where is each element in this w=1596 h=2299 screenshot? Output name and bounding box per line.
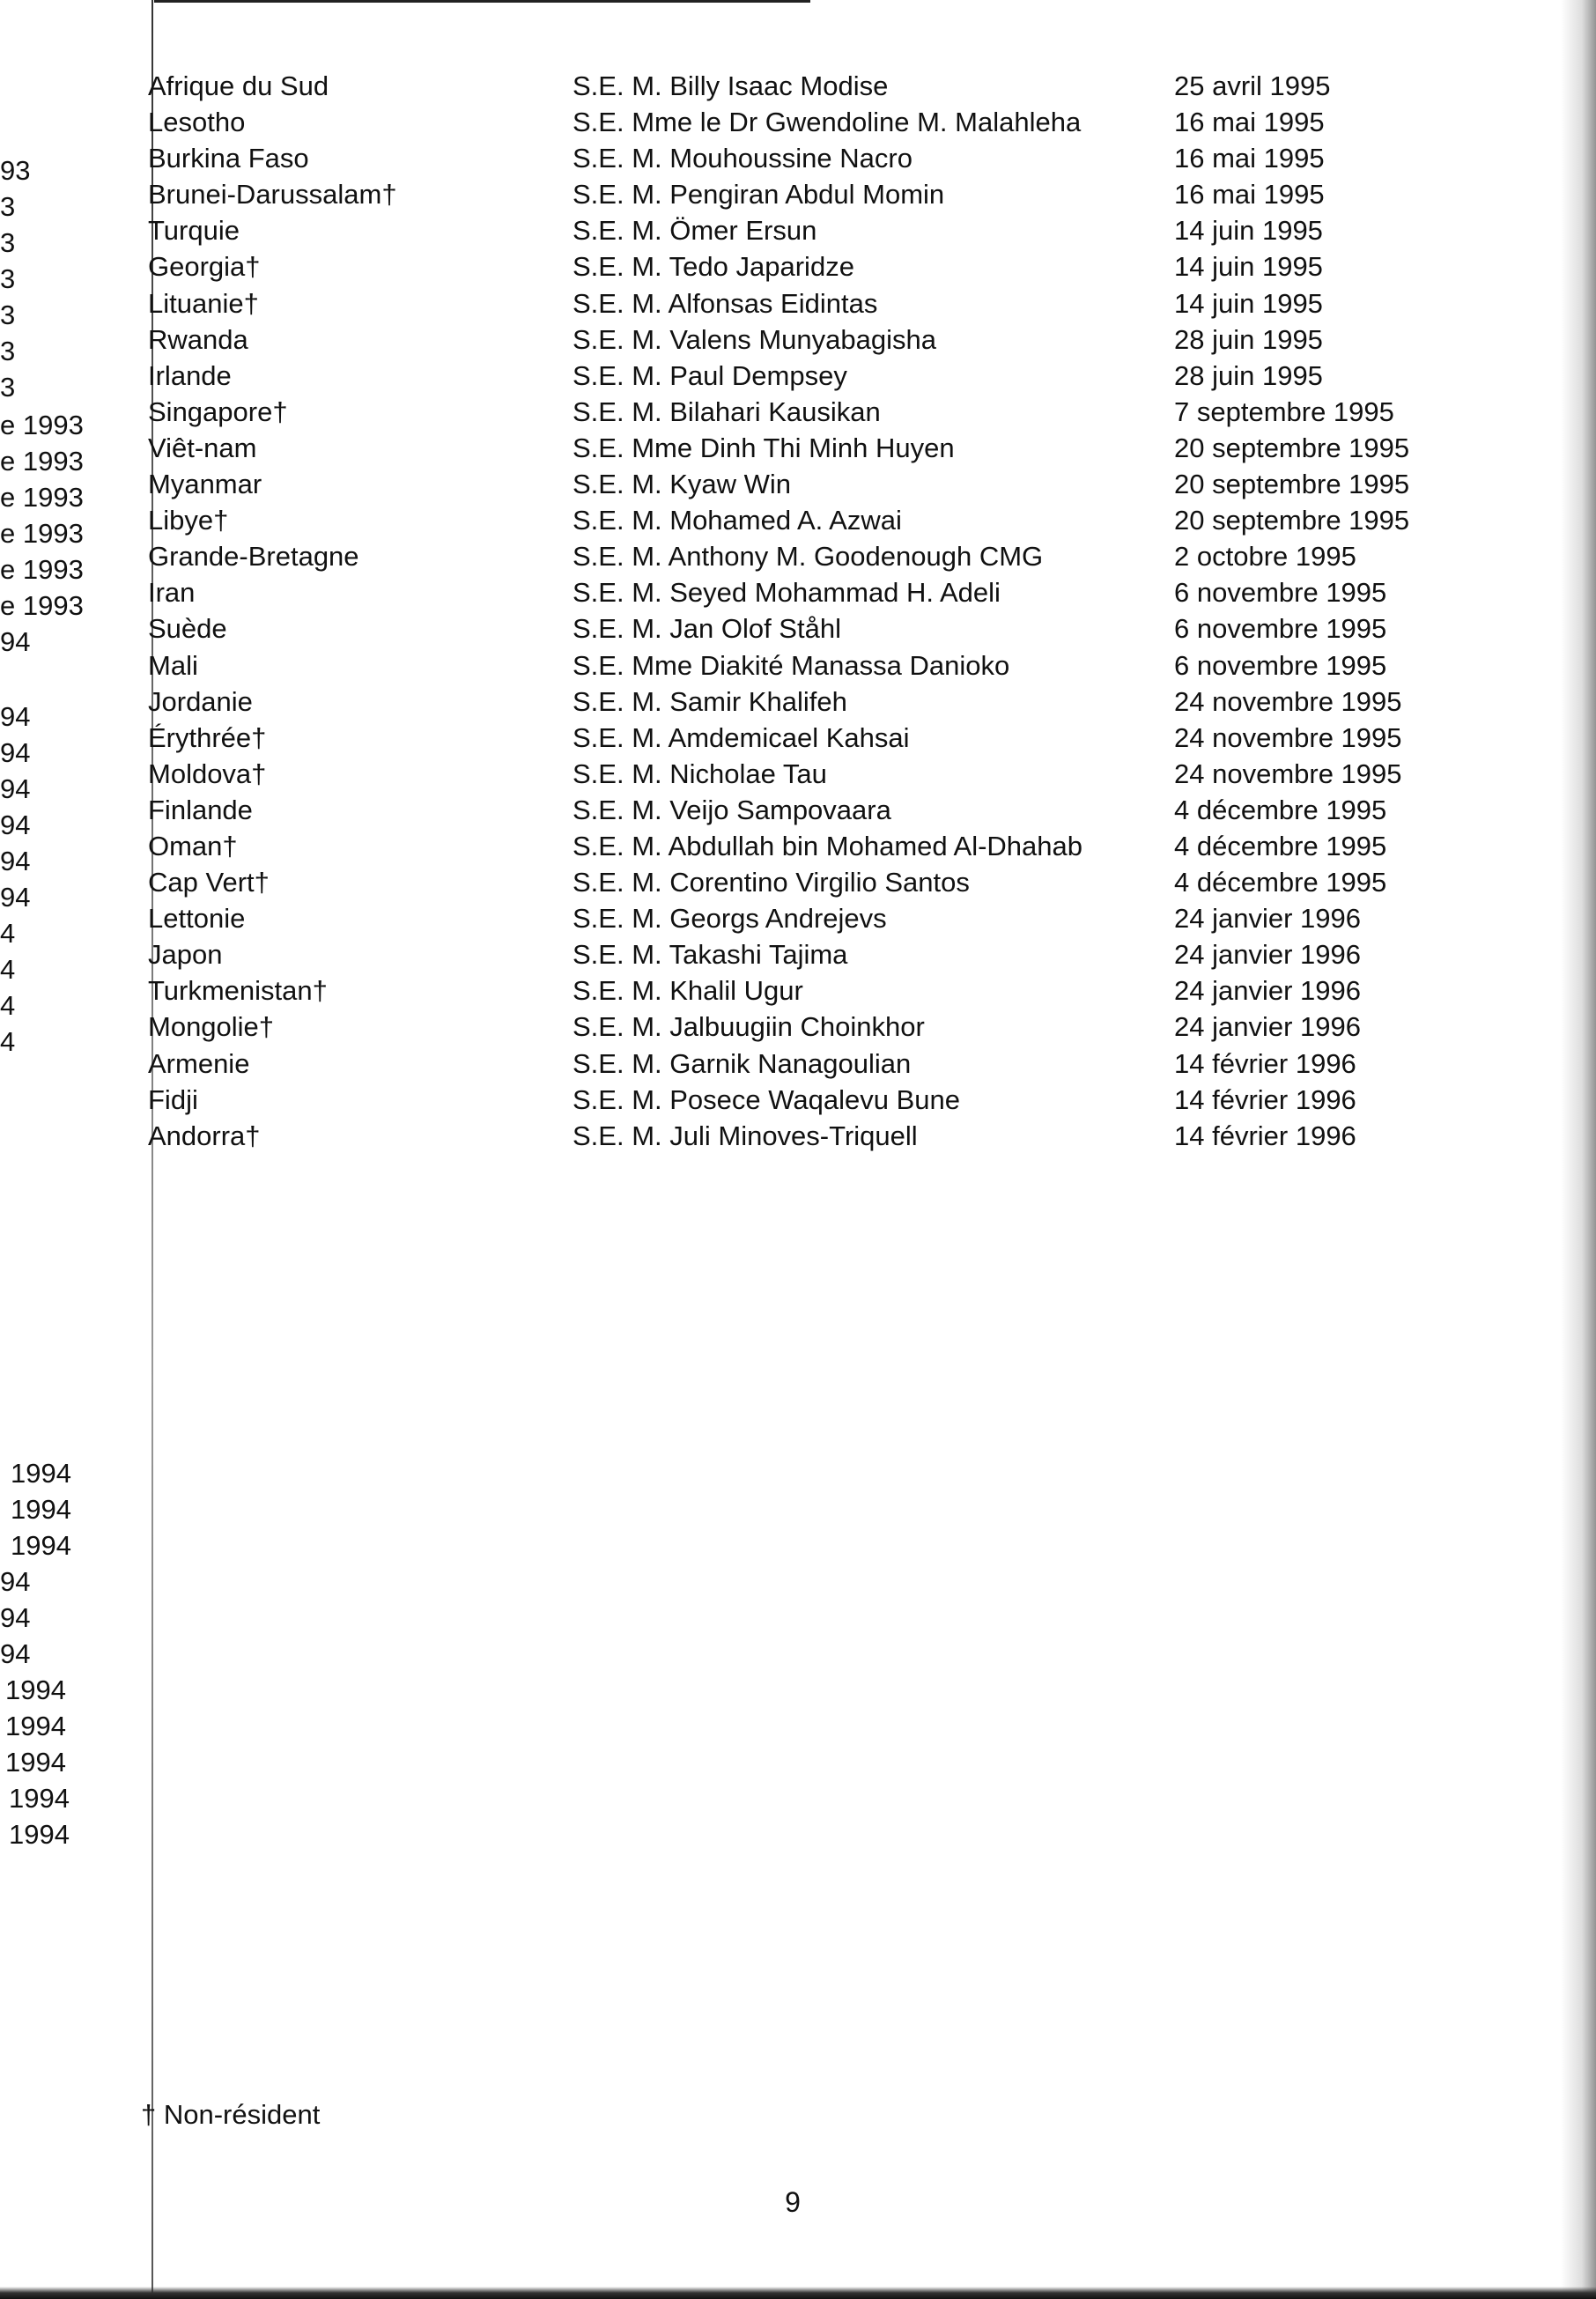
margin-fragment: 1994 <box>5 1747 66 1778</box>
date-cell: 6 novembre 1995 <box>1174 649 1387 681</box>
ambassador-cell: S.E. M. Garnik Nanagoulian <box>573 1047 912 1079</box>
table-row <box>148 1009 1469 1045</box>
margin-fragment: 3 <box>0 372 16 403</box>
country-cell: Finlande <box>148 794 253 825</box>
ambassador-cell: S.E. M. Ömer Ersun <box>573 215 817 247</box>
table-row <box>148 538 1469 574</box>
country-cell: Japon <box>148 939 223 971</box>
table-row <box>148 466 1469 502</box>
ambassador-cell: S.E. M. Abdullah bin Mohamed Al-Dhahab <box>573 830 1083 861</box>
ambassador-cell: S.E. M. Georgs Andrejevs <box>573 903 887 935</box>
margin-fragment: 3 <box>0 263 16 294</box>
date-cell: 6 novembre 1995 <box>1174 577 1387 609</box>
table-row <box>148 430 1469 466</box>
country-cell: Singapore† <box>148 395 288 427</box>
country-cell: Lesotho <box>148 107 246 138</box>
table-row <box>148 248 1469 285</box>
ambassador-cell: S.E. M. Corentino Virgilio Santos <box>573 867 970 898</box>
margin-fragment: 4 <box>0 990 16 1021</box>
margin-fragment: e 1993 <box>0 446 84 477</box>
date-cell: 14 février 1996 <box>1174 1047 1356 1079</box>
ambassador-cell: S.E. M. Jan Olof Ståhl <box>573 613 841 645</box>
table-row <box>148 1118 1469 1154</box>
margin-fragment: 94 <box>0 737 31 768</box>
margin-fragment: 1994 <box>11 1530 71 1561</box>
margin-fragment: 94 <box>0 1638 31 1669</box>
date-cell: 24 janvier 1996 <box>1174 975 1361 1007</box>
margin-fragment: 1994 <box>5 1674 66 1705</box>
country-cell: Myanmar <box>148 469 262 500</box>
table-row <box>148 1082 1469 1118</box>
date-cell: 14 juin 1995 <box>1174 215 1323 247</box>
margin-fragment: 94 <box>0 1602 31 1633</box>
ambassador-table <box>148 68 1469 1154</box>
date-cell: 25 avril 1995 <box>1174 70 1331 101</box>
date-cell: 28 juin 1995 <box>1174 359 1323 391</box>
ambassador-cell: S.E. M. Valens Munyabagisha <box>573 323 936 355</box>
country-cell: Iran <box>148 577 196 609</box>
ambassador-cell: S.E. Mme Dinh Thi Minh Huyen <box>573 432 955 463</box>
country-cell: Mongolie† <box>148 1011 275 1043</box>
table-row <box>148 936 1469 972</box>
ambassador-cell: S.E. M. Paul Dempsey <box>573 359 847 391</box>
ambassador-cell: S.E. M. Alfonsas Eidintas <box>573 287 878 319</box>
table-row <box>148 684 1469 720</box>
ambassador-cell: S.E. M. Takashi Tajima <box>573 939 848 971</box>
ambassador-cell: S.E. M. Khalil Ugur <box>573 975 803 1007</box>
margin-fragment: 3 <box>0 191 16 222</box>
date-cell: 14 février 1996 <box>1174 1083 1356 1115</box>
margin-fragment: 3 <box>0 227 16 258</box>
table-row <box>148 176 1469 212</box>
country-cell: Érythrée† <box>148 721 267 753</box>
table-row <box>148 104 1469 140</box>
country-cell: Mali <box>148 649 198 681</box>
ambassador-cell: S.E. M. Kyaw Win <box>573 469 792 500</box>
table-row <box>148 285 1469 322</box>
date-cell: 24 janvier 1996 <box>1174 1011 1361 1043</box>
ambassador-cell: S.E. Mme Diakité Manassa Danioko <box>573 649 1010 681</box>
country-cell: Oman† <box>148 830 238 861</box>
ambassador-cell: S.E. M. Pengiran Abdul Momin <box>573 179 945 211</box>
country-cell: Andorra† <box>148 1120 261 1151</box>
date-cell: 4 décembre 1995 <box>1174 830 1387 861</box>
country-cell: Armenie <box>148 1047 250 1079</box>
margin-fragment: 94 <box>0 773 31 804</box>
date-cell: 20 septembre 1995 <box>1174 505 1410 536</box>
table-row <box>148 647 1469 684</box>
country-cell: Afrique du Sud <box>148 70 329 101</box>
table-row <box>148 140 1469 176</box>
country-cell: Grande-Bretagne <box>148 541 359 573</box>
ambassador-cell: S.E. M. Amdemicael Kahsai <box>573 721 910 753</box>
page-number: 9 <box>785 2186 801 2218</box>
margin-fragment: 94 <box>0 846 31 876</box>
table-row <box>148 610 1469 647</box>
ambassador-cell: S.E. M. Posece Waqalevu Bune <box>573 1083 960 1115</box>
facing-page-margin <box>0 0 150 2299</box>
margin-fragment: e 1993 <box>0 482 84 513</box>
country-cell: Georgia† <box>148 251 261 283</box>
country-cell: Fidji <box>148 1083 198 1115</box>
margin-fragment: 3 <box>0 299 16 330</box>
date-cell: 4 décembre 1995 <box>1174 867 1387 898</box>
margin-fragment: 94 <box>0 882 31 913</box>
table-row <box>148 864 1469 900</box>
country-cell: Turkmenistan† <box>148 975 328 1007</box>
country-cell: Moldova† <box>148 758 267 789</box>
date-cell: 16 mai 1995 <box>1174 179 1325 211</box>
date-cell: 4 décembre 1995 <box>1174 794 1387 825</box>
table-row <box>148 828 1469 864</box>
country-cell: Brunei-Darussalam† <box>148 179 397 211</box>
scan-bottom-edge <box>0 2287 1596 2299</box>
table-row <box>148 322 1469 358</box>
country-cell: Jordanie <box>148 685 253 717</box>
table-row <box>148 792 1469 828</box>
ambassador-cell: S.E. M. Nicholae Tau <box>573 758 827 789</box>
date-cell: 2 octobre 1995 <box>1174 541 1356 573</box>
country-cell: Lettonie <box>148 903 246 935</box>
country-cell: Turquie <box>148 215 240 247</box>
margin-fragment: 94 <box>0 701 31 732</box>
margin-fragment: 4 <box>0 954 16 985</box>
margin-fragment: 1994 <box>11 1494 71 1525</box>
date-cell: 24 novembre 1995 <box>1174 685 1402 717</box>
ambassador-cell: S.E. M. Samir Khalifeh <box>573 685 847 717</box>
date-cell: 24 novembre 1995 <box>1174 758 1402 789</box>
margin-fragment: 93 <box>0 155 31 186</box>
margin-fragment: e 1993 <box>0 590 84 621</box>
country-cell: Viêt-nam <box>148 432 257 463</box>
date-cell: 6 novembre 1995 <box>1174 613 1387 645</box>
table-row <box>148 720 1469 756</box>
ambassador-cell: S.E. M. Billy Isaac Modise <box>573 70 889 101</box>
date-cell: 16 mai 1995 <box>1174 107 1325 138</box>
table-row <box>148 502 1469 538</box>
ambassador-cell: S.E. M. Jalbuugiin Choinkhor <box>573 1011 925 1043</box>
margin-fragment: 3 <box>0 336 16 366</box>
date-cell: 14 février 1996 <box>1174 1120 1356 1151</box>
margin-fragment: 1994 <box>11 1458 71 1489</box>
country-cell: Irlande <box>148 359 232 391</box>
margin-fragment: e 1993 <box>0 554 84 585</box>
country-cell: Libye† <box>148 505 229 536</box>
ambassador-cell: S.E. M. Tedo Japaridze <box>573 251 854 283</box>
ambassador-cell: S.E. Mme le Dr Gwendoline M. Malahleha <box>573 107 1082 138</box>
country-cell: Lituanie† <box>148 287 259 319</box>
margin-fragment: 94 <box>0 809 31 840</box>
date-cell: 20 septembre 1995 <box>1174 469 1410 500</box>
margin-fragment: 94 <box>0 626 31 657</box>
ambassador-cell: S.E. M. Seyed Mohammad H. Adeli <box>573 577 1001 609</box>
margin-fragment: 1994 <box>5 1711 66 1741</box>
margin-fragment: 1994 <box>9 1819 70 1850</box>
table-row <box>148 972 1469 1009</box>
scan-edge-shadow <box>1561 0 1596 2299</box>
ambassador-cell: S.E. M. Anthony M. Goodenough CMG <box>573 541 1044 573</box>
ambassador-cell: S.E. M. Mouhoussine Nacro <box>573 143 913 174</box>
date-cell: 24 janvier 1996 <box>1174 903 1361 935</box>
table-row <box>148 574 1469 610</box>
ambassador-cell: S.E. M. Mohamed A. Azwai <box>573 505 902 536</box>
table-row <box>148 212 1469 248</box>
date-cell: 16 mai 1995 <box>1174 143 1325 174</box>
margin-fragment: 94 <box>0 1566 31 1597</box>
country-cell: Burkina Faso <box>148 143 309 174</box>
date-cell: 24 novembre 1995 <box>1174 721 1402 753</box>
ambassador-cell: S.E. M. Bilahari Kausikan <box>573 395 881 427</box>
date-cell: 14 juin 1995 <box>1174 287 1323 319</box>
date-cell: 28 juin 1995 <box>1174 323 1323 355</box>
top-rule <box>154 0 810 3</box>
margin-fragment: 4 <box>0 1026 16 1057</box>
margin-fragment: 4 <box>0 918 16 949</box>
footnote: † Non-résident <box>141 2099 321 2130</box>
table-row <box>148 1046 1469 1082</box>
table-row <box>148 900 1469 936</box>
date-cell: 20 septembre 1995 <box>1174 432 1410 463</box>
ambassador-cell: S.E. M. Juli Minoves-Triquell <box>573 1120 918 1151</box>
table-row <box>148 68 1469 104</box>
table-row <box>148 756 1469 792</box>
date-cell: 7 septembre 1995 <box>1174 395 1394 427</box>
table-row <box>148 394 1469 430</box>
country-cell: Rwanda <box>148 323 248 355</box>
margin-fragment: e 1993 <box>0 518 84 549</box>
table-row <box>148 358 1469 394</box>
country-cell: Cap Vert† <box>148 867 270 898</box>
country-cell: Suède <box>148 613 227 645</box>
date-cell: 24 janvier 1996 <box>1174 939 1361 971</box>
ambassador-cell: S.E. M. Veijo Sampovaara <box>573 794 891 825</box>
margin-fragment: 1994 <box>9 1783 70 1814</box>
date-cell: 14 juin 1995 <box>1174 251 1323 283</box>
margin-fragment: e 1993 <box>0 410 84 440</box>
